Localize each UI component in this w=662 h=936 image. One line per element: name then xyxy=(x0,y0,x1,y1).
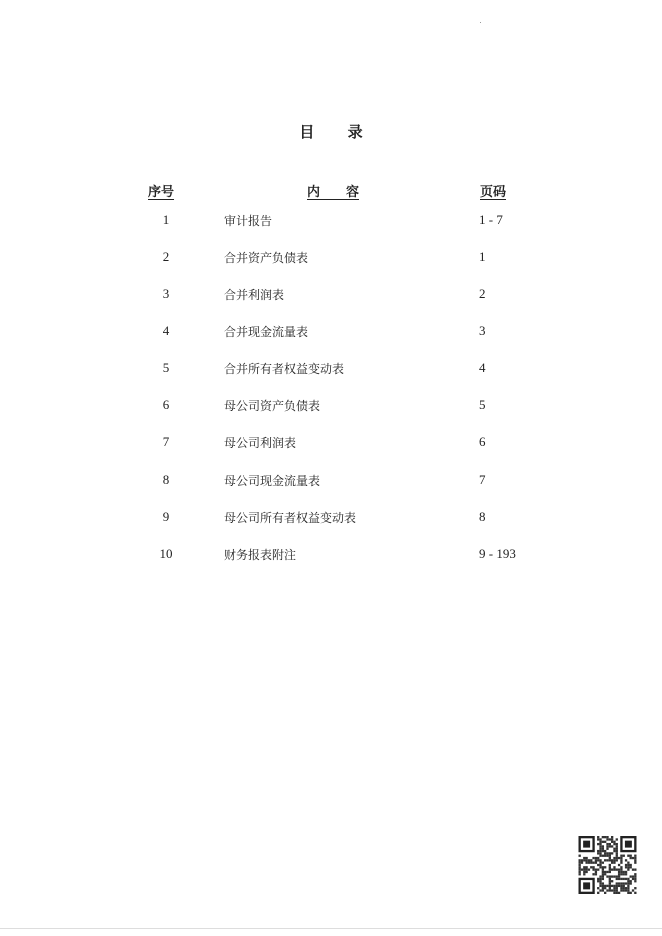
toc-content: 合并利润表 xyxy=(224,288,285,302)
toc-page: 1 - 7 xyxy=(479,212,503,227)
toc-page: 6 xyxy=(479,434,486,449)
toc-row xyxy=(0,323,662,343)
title-char-2: 录 xyxy=(347,123,363,141)
toc-content: 母公司现金流量表 xyxy=(224,474,321,488)
toc-row xyxy=(0,249,662,269)
toc-index: 2 xyxy=(162,249,170,264)
toc-row xyxy=(0,509,662,529)
toc-content: 母公司利润表 xyxy=(224,436,297,450)
toc-index: 3 xyxy=(162,286,170,301)
toc-page: 8 xyxy=(479,509,486,524)
toc-content: 审计报告 xyxy=(224,214,273,228)
toc-page: 2 xyxy=(479,286,486,301)
toc-row xyxy=(0,472,662,492)
toc-row xyxy=(0,360,662,380)
header-page: 页码 xyxy=(480,185,507,200)
toc-index: 5 xyxy=(162,360,170,375)
toc-row xyxy=(0,212,662,232)
page-bottom-edge xyxy=(0,928,662,929)
toc-index: 6 xyxy=(162,397,170,412)
toc-index: 8 xyxy=(162,472,170,487)
title-char-1: 目 xyxy=(299,123,315,141)
toc-index: 4 xyxy=(162,323,170,338)
toc-content: 合并现金流量表 xyxy=(224,325,309,339)
toc-page: 1 xyxy=(479,249,486,264)
toc-content: 财务报表附注 xyxy=(224,548,297,562)
toc-page: 4 xyxy=(479,360,486,375)
toc-content: 母公司所有者权益变动表 xyxy=(224,511,357,525)
toc-index: 7 xyxy=(162,434,170,449)
page-title xyxy=(0,121,662,142)
toc-page: 7 xyxy=(479,472,486,487)
toc-index: 1 xyxy=(162,212,170,227)
toc-index: 9 xyxy=(162,509,170,524)
toc-content: 合并资产负债表 xyxy=(224,251,309,265)
toc-index: 10 xyxy=(159,546,173,561)
toc-page: 5 xyxy=(479,397,486,412)
toc-row xyxy=(0,286,662,306)
toc-row xyxy=(0,434,662,454)
toc-row xyxy=(0,546,662,566)
toc-page: 3 xyxy=(479,323,486,338)
header-content: 内 容 xyxy=(307,185,360,200)
toc-page: 9 - 193 xyxy=(479,546,516,561)
toc-row xyxy=(0,397,662,417)
qr-code xyxy=(578,836,637,894)
toc-content: 母公司资产负债表 xyxy=(224,399,321,413)
scan-speck xyxy=(480,22,481,23)
header-index: 序号 xyxy=(148,185,175,200)
toc-content: 合并所有者权益变动表 xyxy=(224,362,345,376)
